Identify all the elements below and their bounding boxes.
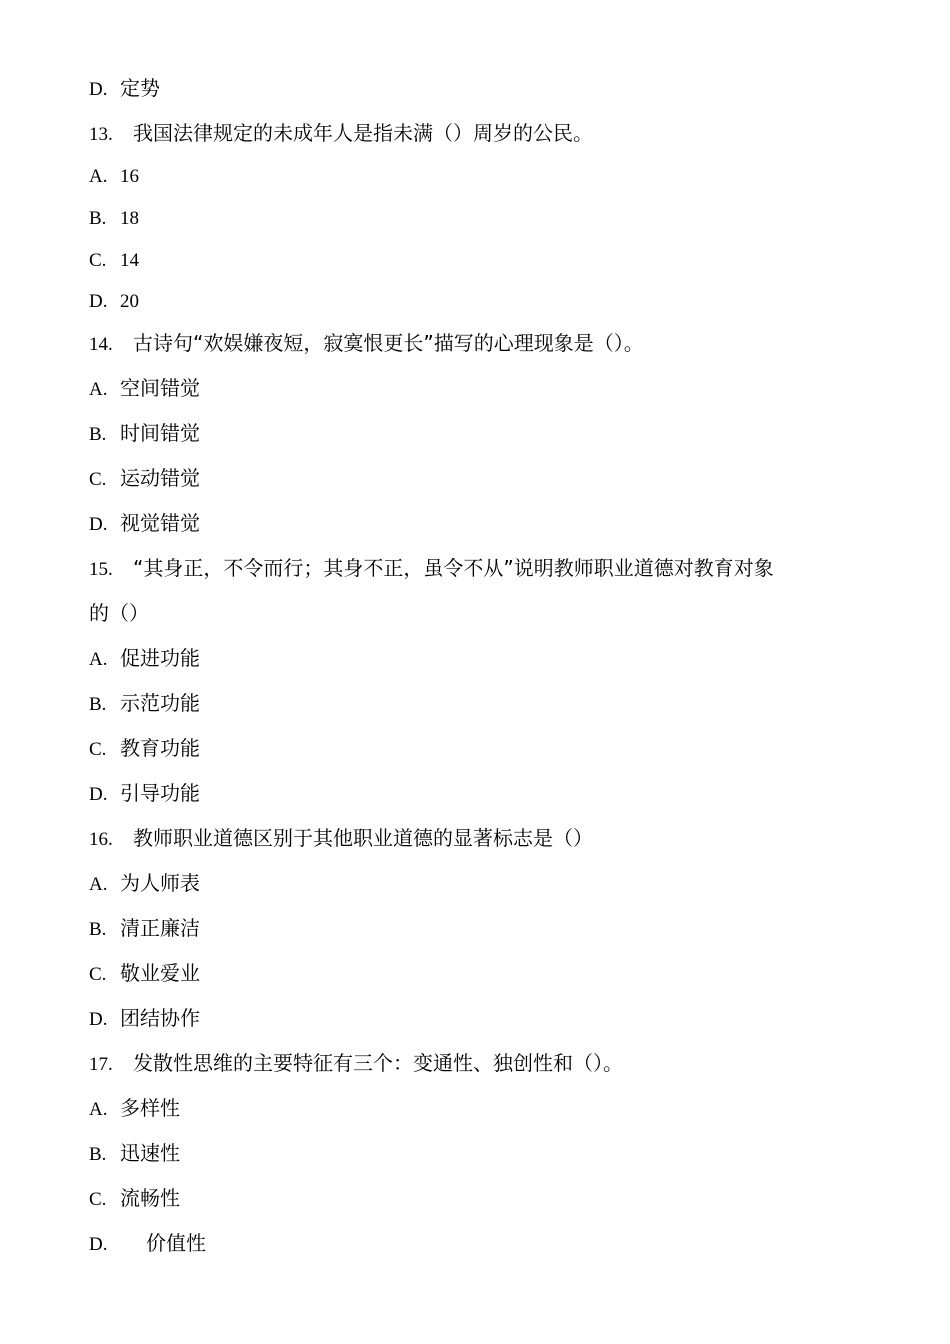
option-label: D. — [89, 1234, 108, 1255]
option-text: 为人师表 — [120, 871, 200, 895]
option-text: 价值性 — [146, 1231, 206, 1255]
option-text: 时间错觉 — [120, 421, 200, 445]
question-number: 13. — [89, 124, 113, 145]
option-line — [89, 288, 139, 314]
option-line — [89, 781, 200, 807]
option-text: 运动错觉 — [120, 466, 200, 490]
option-text: 示范功能 — [120, 691, 200, 715]
option-label: A. — [89, 1099, 108, 1120]
option-line — [89, 1096, 180, 1122]
option-line — [89, 871, 200, 897]
option-line — [89, 421, 200, 447]
question-text: 我国法律规定的未成年人是指未满（）周岁的公民。 — [133, 121, 593, 145]
option-text: 迅速性 — [120, 1141, 180, 1165]
option-line — [89, 916, 200, 942]
option-text: 流畅性 — [120, 1186, 180, 1210]
option-text: 14 — [120, 250, 139, 271]
question-number: 17. — [89, 1054, 113, 1075]
option-label: C. — [89, 964, 107, 985]
question-line — [89, 556, 774, 582]
option-line — [89, 205, 139, 231]
option-text: 定势 — [120, 76, 160, 100]
option-label: C. — [89, 469, 107, 490]
question-line — [89, 826, 593, 852]
option-text: 视觉错觉 — [120, 511, 200, 535]
option-text: 引导功能 — [120, 781, 200, 805]
option-text: 教育功能 — [120, 736, 200, 760]
question-number: 14. — [89, 334, 113, 355]
option-line — [89, 691, 200, 717]
question-number: 15. — [89, 559, 113, 580]
option-text: 敬业爱业 — [120, 961, 200, 985]
option-line — [89, 163, 139, 189]
option-text: 空间错觉 — [120, 376, 200, 400]
option-text: 16 — [120, 166, 139, 187]
option-text: 20 — [120, 291, 139, 312]
option-line — [89, 76, 160, 102]
question-line — [89, 121, 593, 147]
option-label: A. — [89, 874, 108, 895]
option-label: D. — [89, 291, 108, 312]
option-label: A. — [89, 166, 108, 187]
question-line — [89, 331, 644, 357]
option-label: B. — [89, 919, 107, 940]
option-line — [89, 1231, 206, 1257]
option-label: D. — [89, 1009, 108, 1030]
option-line — [89, 1006, 200, 1032]
option-line — [89, 511, 200, 537]
option-line — [89, 736, 200, 762]
option-line — [89, 247, 139, 273]
option-label: A. — [89, 379, 108, 400]
option-label: B. — [89, 1144, 107, 1165]
option-label: D. — [89, 514, 108, 535]
question-continuation — [89, 601, 149, 625]
option-label: D. — [89, 784, 108, 805]
option-line — [89, 961, 200, 987]
option-line — [89, 466, 200, 492]
question-text-continued: 的（） — [89, 601, 149, 625]
option-line — [89, 1186, 180, 1212]
question-number: 16. — [89, 829, 113, 850]
option-label: B. — [89, 694, 107, 715]
option-label: C. — [89, 739, 107, 760]
option-text: 清正廉洁 — [120, 916, 200, 940]
option-line — [89, 1141, 180, 1167]
option-label: A. — [89, 649, 108, 670]
option-text: 18 — [120, 208, 139, 229]
option-line — [89, 376, 200, 402]
option-line — [89, 646, 200, 672]
question-line — [89, 1051, 623, 1077]
option-text: 促进功能 — [120, 646, 200, 670]
question-text: “其身正，不令而行；其身不正，虽令不从”说明教师职业道德对教育对象 — [133, 556, 774, 580]
option-label: C. — [89, 1189, 107, 1210]
question-text: 教师职业道德区别于其他职业道德的显著标志是（） — [133, 826, 593, 850]
option-label: D. — [89, 79, 108, 100]
question-text: 发散性思维的主要特征有三个：变通性、独创性和（）。 — [133, 1051, 623, 1075]
option-text: 团结协作 — [120, 1006, 200, 1030]
option-text: 多样性 — [120, 1096, 180, 1120]
option-label: B. — [89, 424, 107, 445]
option-label: C. — [89, 250, 107, 271]
option-label: B. — [89, 208, 107, 229]
question-text: 古诗句“欢娱嫌夜短，寂寞恨更长”描写的心理现象是（）。 — [133, 331, 644, 355]
